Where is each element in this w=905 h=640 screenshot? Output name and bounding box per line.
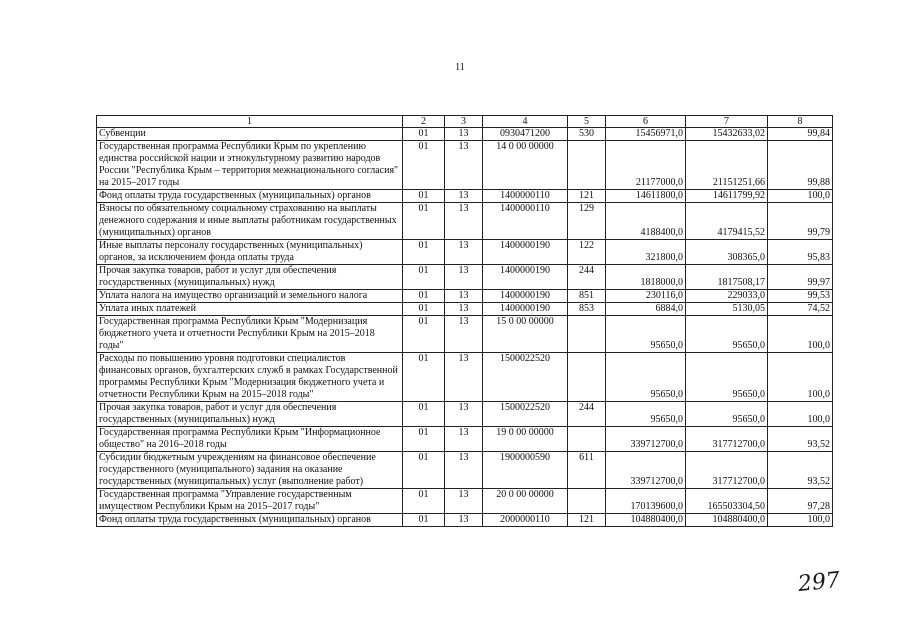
expense-type-cell: 611 — [568, 452, 606, 489]
item-name-cell: Субсидии бюджетным учреждениям на финансовое обеспечение государственного (муниципального) задания на оказание государственных (муниципальных) услуг (выполнение работ) — [97, 452, 403, 489]
percent-cell: 100,0 — [768, 353, 833, 402]
column-header: 8 — [768, 116, 833, 128]
actual-amount-cell: 317712700,0 — [686, 427, 768, 452]
table-row — [97, 514, 833, 527]
section-cell: 01 — [403, 427, 445, 452]
section-cell: 01 — [403, 514, 445, 527]
target-article-cell: 14 0 00 00000 — [483, 141, 568, 190]
table-row — [97, 290, 833, 303]
expense-type-cell: 851 — [568, 290, 606, 303]
percent-cell: 74,52 — [768, 303, 833, 316]
header-row — [97, 116, 833, 128]
column-header: 7 — [686, 116, 768, 128]
planned-amount-cell: 1818000,0 — [606, 265, 686, 290]
section-cell: 01 — [403, 489, 445, 514]
expense-type-cell: 244 — [568, 265, 606, 290]
table-row — [97, 489, 833, 514]
percent-cell: 93,52 — [768, 452, 833, 489]
percent-cell: 100,0 — [768, 190, 833, 203]
actual-amount-cell: 4179415,52 — [686, 203, 768, 240]
expense-type-cell: 122 — [568, 240, 606, 265]
table-body — [97, 128, 833, 527]
percent-cell: 100,0 — [768, 514, 833, 527]
percent-cell: 93,52 — [768, 427, 833, 452]
planned-amount-cell: 321800,0 — [606, 240, 686, 265]
section-cell: 01 — [403, 190, 445, 203]
item-name-cell: Расходы по повышению уровня подготовки специалистов финансовых органов, бухгалтерских служб в рамках Государственной программы Республики Крым "Модернизация бюджетного учета и отчетности Республики Крым на 2015–2018 годы" — [97, 353, 403, 402]
page-number: 11 — [455, 62, 465, 73]
planned-amount-cell: 15456971,0 — [606, 128, 686, 141]
actual-amount-cell: 14611799,92 — [686, 190, 768, 203]
expense-type-cell — [568, 141, 606, 190]
expense-type-cell — [568, 427, 606, 452]
planned-amount-cell: 4188400,0 — [606, 203, 686, 240]
target-article-cell: 0930471200 — [483, 128, 568, 141]
percent-cell: 99,88 — [768, 141, 833, 190]
planned-amount-cell: 14611800,0 — [606, 190, 686, 203]
target-article-cell: 1400000190 — [483, 265, 568, 290]
column-header: 1 — [97, 116, 403, 128]
table-row — [97, 303, 833, 316]
percent-cell: 100,0 — [768, 402, 833, 427]
target-article-cell: 1500022520 — [483, 353, 568, 402]
column-header: 3 — [445, 116, 483, 128]
expense-type-cell — [568, 316, 606, 353]
expense-type-cell — [568, 489, 606, 514]
table-row — [97, 427, 833, 452]
column-header: 6 — [606, 116, 686, 128]
column-header: 4 — [483, 116, 568, 128]
item-name-cell: Государственная программа "Управление государственным имуществом Республики Крым на 2015–2017 годы" — [97, 489, 403, 514]
item-name-cell: Уплата иных платежей — [97, 303, 403, 316]
section-cell: 01 — [403, 353, 445, 402]
expense-type-cell: 121 — [568, 514, 606, 527]
actual-amount-cell: 165503304,50 — [686, 489, 768, 514]
actual-amount-cell: 317712700,0 — [686, 452, 768, 489]
subsection-cell: 13 — [445, 316, 483, 353]
planned-amount-cell: 339712700,0 — [606, 452, 686, 489]
section-cell: 01 — [403, 203, 445, 240]
section-cell: 01 — [403, 141, 445, 190]
item-name-cell: Государственная программа Республики Крым "Информационное общество" на 2016–2018 годы — [97, 427, 403, 452]
table-row — [97, 128, 833, 141]
planned-amount-cell: 95650,0 — [606, 402, 686, 427]
subsection-cell: 13 — [445, 141, 483, 190]
planned-amount-cell: 104880400,0 — [606, 514, 686, 527]
column-header: 5 — [568, 116, 606, 128]
actual-amount-cell: 95650,0 — [686, 316, 768, 353]
percent-cell: 100,0 — [768, 316, 833, 353]
percent-cell: 99,53 — [768, 290, 833, 303]
item-name-cell: Уплата налога на имущество организаций и земельного налога — [97, 290, 403, 303]
table-row — [97, 265, 833, 290]
actual-amount-cell: 95650,0 — [686, 353, 768, 402]
subsection-cell: 13 — [445, 514, 483, 527]
actual-amount-cell: 229033,0 — [686, 290, 768, 303]
item-name-cell: Фонд оплаты труда государственных (муниципальных) органов — [97, 514, 403, 527]
target-article-cell: 1400000190 — [483, 303, 568, 316]
item-name-cell: Фонд оплаты труда государственных (муниципальных) органов — [97, 190, 403, 203]
subsection-cell: 13 — [445, 190, 483, 203]
item-name-cell: Прочая закупка товаров, работ и услуг для обеспечения государственных (муниципальных) нужд — [97, 402, 403, 427]
section-cell: 01 — [403, 452, 445, 489]
item-name-cell: Иные выплаты персоналу государственных (муниципальных) органов, за исключением фонда оплаты труда — [97, 240, 403, 265]
section-cell: 01 — [403, 240, 445, 265]
target-article-cell: 2000000110 — [483, 514, 568, 527]
item-name-cell: Взносы по обязательному социальному страхованию на выплаты денежного содержания и иные выплаты работникам государственных (муниципальных) органов — [97, 203, 403, 240]
actual-amount-cell: 308365,0 — [686, 240, 768, 265]
planned-amount-cell: 339712700,0 — [606, 427, 686, 452]
expense-type-cell: 244 — [568, 402, 606, 427]
target-article-cell: 19 0 00 00000 — [483, 427, 568, 452]
table-row — [97, 316, 833, 353]
actual-amount-cell: 104880400,0 — [686, 514, 768, 527]
planned-amount-cell: 95650,0 — [606, 353, 686, 402]
table-row — [97, 203, 833, 240]
planned-amount-cell: 95650,0 — [606, 316, 686, 353]
actual-amount-cell: 95650,0 — [686, 402, 768, 427]
actual-amount-cell: 15432633,02 — [686, 128, 768, 141]
item-name-cell: Государственная программа Республики Крым "Модернизация бюджетного учета и отчетности Республики Крым на 2015–2018 годы" — [97, 316, 403, 353]
subsection-cell: 13 — [445, 290, 483, 303]
subsection-cell: 13 — [445, 427, 483, 452]
column-header: 2 — [403, 116, 445, 128]
section-cell: 01 — [403, 128, 445, 141]
item-name-cell: Субвенции — [97, 128, 403, 141]
table-row — [97, 190, 833, 203]
table-row — [97, 353, 833, 402]
section-cell: 01 — [403, 265, 445, 290]
target-article-cell: 1400000190 — [483, 290, 568, 303]
percent-cell: 99,97 — [768, 265, 833, 290]
table-row — [97, 141, 833, 190]
target-article-cell: 1500022520 — [483, 402, 568, 427]
table-row — [97, 452, 833, 489]
target-article-cell: 20 0 00 00000 — [483, 489, 568, 514]
budget-table — [96, 115, 833, 527]
subsection-cell: 13 — [445, 452, 483, 489]
planned-amount-cell: 230116,0 — [606, 290, 686, 303]
expense-type-cell — [568, 353, 606, 402]
subsection-cell: 13 — [445, 353, 483, 402]
expense-type-cell: 530 — [568, 128, 606, 141]
handwritten-signature: 297 — [796, 567, 842, 598]
target-article-cell: 1400000110 — [483, 190, 568, 203]
expense-type-cell: 121 — [568, 190, 606, 203]
table-row — [97, 402, 833, 427]
target-article-cell: 1400000110 — [483, 203, 568, 240]
planned-amount-cell: 170139600,0 — [606, 489, 686, 514]
target-article-cell: 15 0 00 00000 — [483, 316, 568, 353]
section-cell: 01 — [403, 402, 445, 427]
subsection-cell: 13 — [445, 128, 483, 141]
section-cell: 01 — [403, 316, 445, 353]
planned-amount-cell: 21177000,0 — [606, 141, 686, 190]
table-header — [97, 116, 833, 128]
subsection-cell: 13 — [445, 303, 483, 316]
section-cell: 01 — [403, 290, 445, 303]
table-row — [97, 240, 833, 265]
item-name-cell: Прочая закупка товаров, работ и услуг для обеспечения государственных (муниципальных) нужд — [97, 265, 403, 290]
subsection-cell: 13 — [445, 240, 483, 265]
actual-amount-cell: 21151251,66 — [686, 141, 768, 190]
subsection-cell: 13 — [445, 402, 483, 427]
percent-cell: 99,79 — [768, 203, 833, 240]
percent-cell: 99,84 — [768, 128, 833, 141]
actual-amount-cell: 1817508,17 — [686, 265, 768, 290]
expense-type-cell: 129 — [568, 203, 606, 240]
percent-cell: 97,28 — [768, 489, 833, 514]
subsection-cell: 13 — [445, 203, 483, 240]
target-article-cell: 1400000190 — [483, 240, 568, 265]
expense-type-cell: 853 — [568, 303, 606, 316]
planned-amount-cell: 6884,0 — [606, 303, 686, 316]
target-article-cell: 1900000590 — [483, 452, 568, 489]
section-cell: 01 — [403, 303, 445, 316]
actual-amount-cell: 5130,05 — [686, 303, 768, 316]
item-name-cell: Государственная программа Республики Крым по укреплению единства российской нации и этнокультурному развитию народов России "Республика Крым – территория межнационального согласия" на 2015–2017 годы — [97, 141, 403, 190]
subsection-cell: 13 — [445, 489, 483, 514]
percent-cell: 95,83 — [768, 240, 833, 265]
subsection-cell: 13 — [445, 265, 483, 290]
